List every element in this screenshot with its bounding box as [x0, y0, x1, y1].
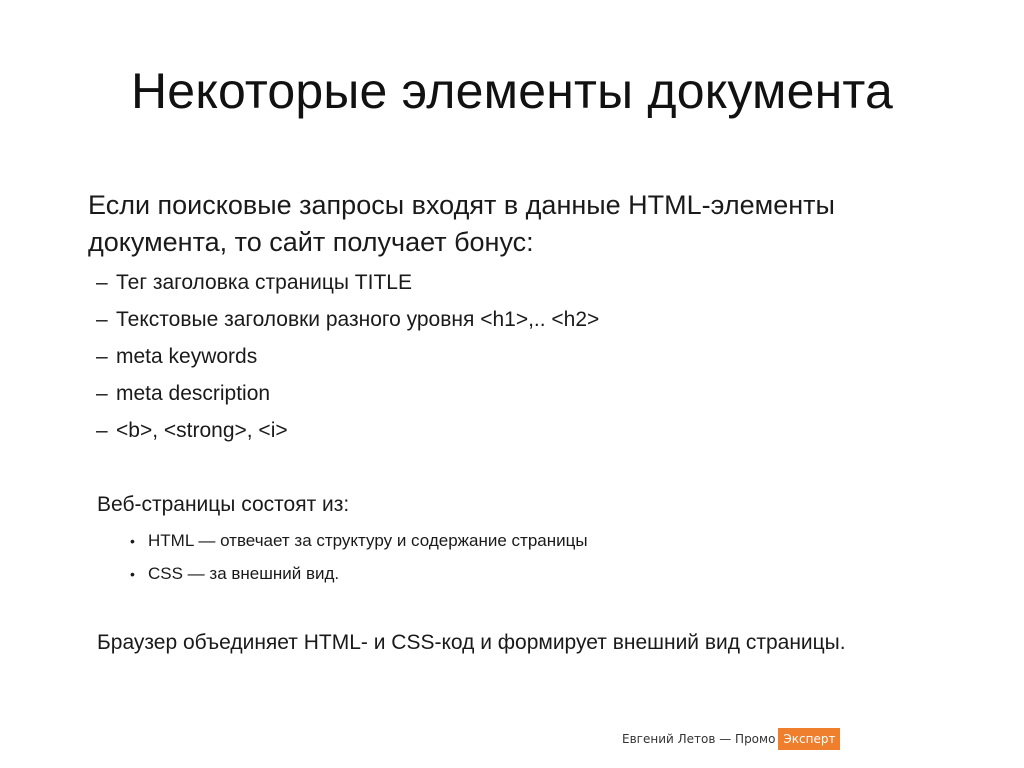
dash-marker: –	[96, 345, 108, 368]
dash-marker: –	[96, 382, 108, 405]
footer-logo	[622, 726, 840, 752]
list-item-text: <b>, <strong>, <i>	[116, 419, 288, 442]
list-item	[96, 338, 599, 375]
list-item-text: meta keywords	[116, 345, 258, 368]
list-item-text: meta description	[116, 382, 271, 405]
intro-text: Если поисковые запросы входят в данные HTML-элементы документа, то сайт получает бонус:	[88, 190, 835, 257]
list-item	[96, 412, 599, 449]
conclusion-text: Браузер объединяет HTML- и CSS-код и формирует внешний вид страницы.	[97, 631, 846, 654]
bullet-marker: •	[130, 566, 135, 582]
bullet-list	[130, 526, 588, 592]
list-item	[96, 301, 599, 338]
list-item	[96, 264, 599, 301]
list-item-text: Текстовые заголовки разного уровня <h1>,.. <h2>	[116, 308, 600, 331]
list-item	[130, 526, 588, 559]
list-item-text: CSS — за внешний вид.	[148, 564, 340, 583]
dash-marker: –	[96, 308, 108, 331]
dash-marker: –	[96, 271, 108, 294]
list-item	[130, 559, 588, 592]
section-heading: Веб-страницы состоят из:	[97, 493, 350, 516]
dash-list	[96, 264, 599, 449]
list-item	[96, 375, 599, 412]
bullet-marker: •	[130, 533, 135, 549]
list-item-text: Тег заголовка страницы TITLE	[116, 271, 412, 294]
brand-badge: Эксперт	[778, 728, 840, 750]
dash-marker: –	[96, 419, 108, 442]
author-label: Евгений Летов — Промо	[622, 732, 776, 746]
slide-title: Некоторые элементы документа	[131, 63, 893, 119]
list-item-text: HTML — отвечает за структуру и содержание страницы	[148, 531, 588, 550]
